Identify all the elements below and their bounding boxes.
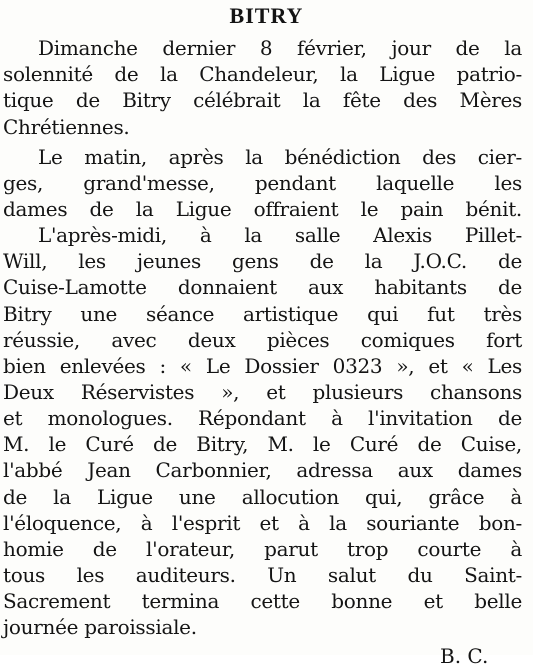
text-line-5: Le matin, après la bénédiction des cier-: [38, 145, 522, 169]
text-line-3: tique de Bitry célébrait la fête des Mères: [3, 88, 522, 112]
text-line-19: l'éloquence, à l'esprit et à la souriante bon-: [3, 511, 522, 535]
article-title: BITRY: [229, 3, 304, 28]
text-line-20: homie de l'orateur, parut trop courte à: [3, 537, 522, 561]
text-line-9: Will, les jeunes gens de la J.O.C. de: [3, 249, 522, 273]
text-line-18: de la Ligue une allocution qui, grâce à: [3, 485, 522, 509]
text-line-8: L'après-midi, à la salle Alexis Pillet-: [38, 223, 522, 247]
text-line-2: solennité de la Chandeleur, la Ligue patrio-: [3, 62, 522, 86]
text-line-10: Cuise-Lamotte donnaient aux habitants de: [3, 275, 522, 299]
text-line-6: ges, grand'messe, pendant laquelle les: [3, 171, 522, 195]
text-line-7: dames de la Ligue offraient le pain bénit.: [3, 197, 522, 221]
article-signature: B. C.: [440, 644, 489, 668]
text-line-21: tous les auditeurs. Un salut du Saint-: [3, 563, 522, 587]
text-line-22: Sacrement termina cette bonne et belle: [3, 589, 522, 613]
text-line-4: Chrétiennes.: [3, 115, 130, 139]
text-line-11: Bitry une séance artistique qui fut très: [3, 302, 522, 326]
text-line-1: Dimanche dernier 8 février, jour de la: [38, 36, 522, 60]
text-line-13: bien enlevées : « Le Dossier 0323 », et « Les: [3, 354, 522, 378]
text-line-14: Deux Réservistes », et plusieurs chansons: [3, 380, 522, 404]
text-line-17: l'abbé Jean Carbonnier, adressa aux dames: [3, 458, 522, 482]
text-line-23: journée paroissiale.: [3, 615, 197, 639]
text-line-15: et monologues. Répondant à l'invitation de: [3, 406, 522, 430]
text-line-12: réussie, avec deux pièces comiques fort: [3, 328, 522, 352]
text-line-16: M. le Curé de Bitry, M. le Curé de Cuise,: [3, 432, 522, 456]
